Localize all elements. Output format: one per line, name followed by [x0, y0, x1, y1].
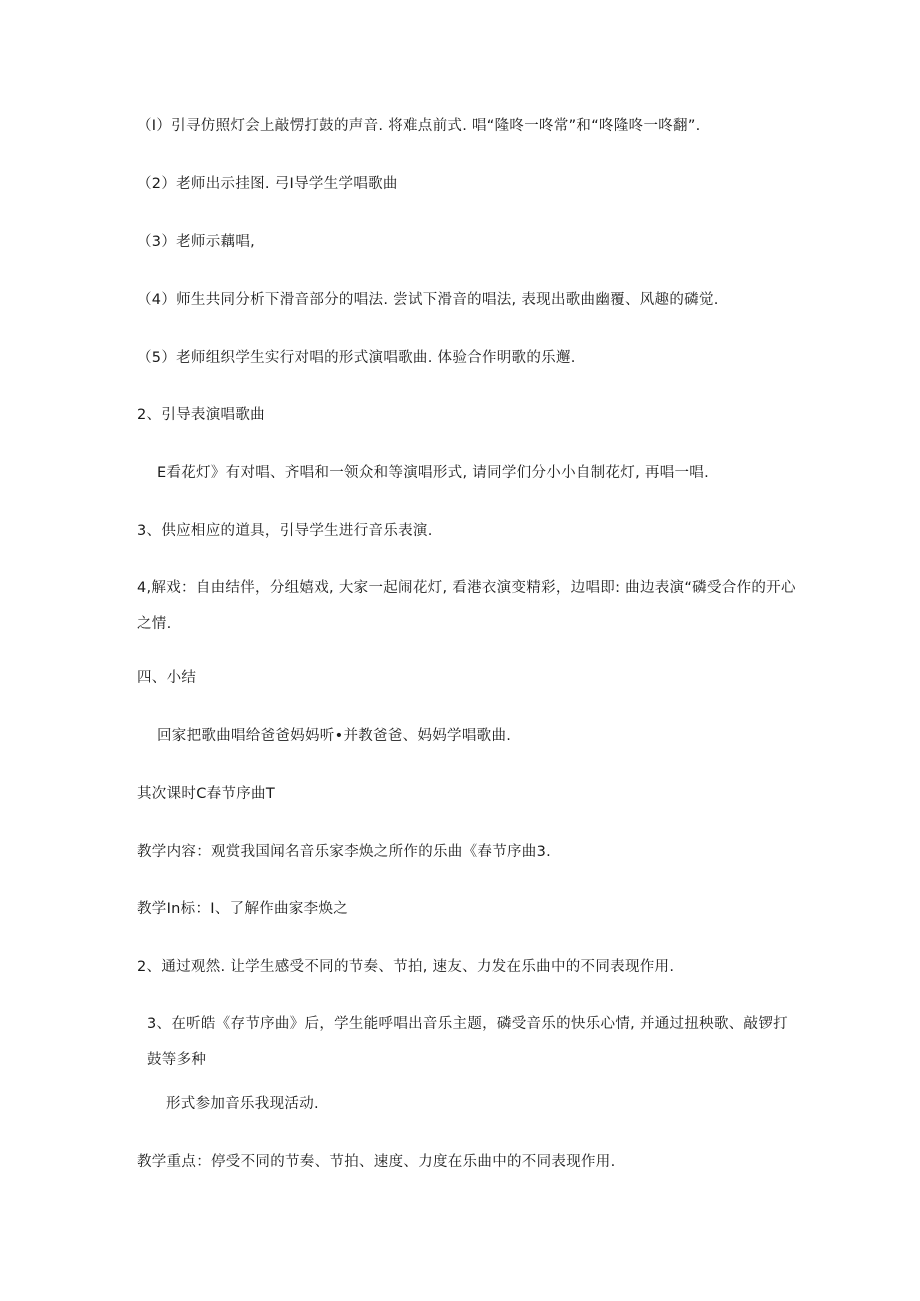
- summary-body: 回家把歌曲唱给爸爸妈妈听•并教爸爸、妈妈学唱歌曲.: [157, 728, 512, 744]
- goal-3-continuation: 形式参加音乐我现活动.: [166, 1096, 319, 1112]
- teaching-goal-line: 教学In标：I、了解作曲家李焕之: [137, 901, 349, 917]
- step-3-line: （3）老师示藕唱,: [137, 234, 256, 250]
- goal-3-paragraph: 3、在听皓《存节序曲》后，学生能呼唱出音乐主题，磷受音乐的快乐心情, 并通过扭秧歌、敲锣打鼓等多种: [147, 1016, 788, 1068]
- teaching-focus-line: 教学重点：停受不同的节奏、节拍、速度、力度在乐曲中的不同表现作用.: [137, 1154, 616, 1170]
- step-2-line: （2）老师出示挂图. 弓I导学生学唱歌曲: [137, 176, 398, 192]
- section-3-line: 3、供应相应的道具，引导学生进行音乐表演.: [137, 523, 433, 539]
- step-5-line: （5）老师组织学生实行对唱的形式演唱歌曲. 体验合作明歌的乐邂.: [137, 350, 576, 366]
- section-2-heading: 2、引导表演唱歌曲: [137, 407, 265, 423]
- step-1-line: （I）引寻仿照灯会上敲愣打鼓的声音. 将难点前式. 唱“隆咚一咚常”和“咚隆咚一咚翻”.: [137, 118, 701, 134]
- goal-2-line: 2、通过观然. 让学生感受不同的节奏、节拍, 速友、力发在乐曲中的不同表现作用.: [137, 959, 675, 975]
- second-lesson-title: 其次课时C春节序曲T: [137, 786, 275, 802]
- summary-heading: 四、小结: [137, 670, 197, 686]
- section-4-paragraph: 4,解戏：自由结伴，分组嬉戏, 大家一起闹花灯, 看港衣演变精彩，边唱即: 曲边表演“磷受合作的开心之情.: [137, 580, 796, 632]
- teaching-content-line: 教学内容：观赏我国闻名音乐家李焕之所作的乐曲《春节序曲3.: [137, 844, 552, 860]
- section-2-body: E看花灯》有对唱、齐唱和一领众和等演唱形式, 请同学们分小小自制花灯, 再唱一唱.: [157, 465, 710, 481]
- step-4-line: （4）师生共同分析下滑音部分的唱法. 尝试下滑音的唱法, 表现出歌曲幽覆、风趣的磷觉.: [137, 292, 719, 308]
